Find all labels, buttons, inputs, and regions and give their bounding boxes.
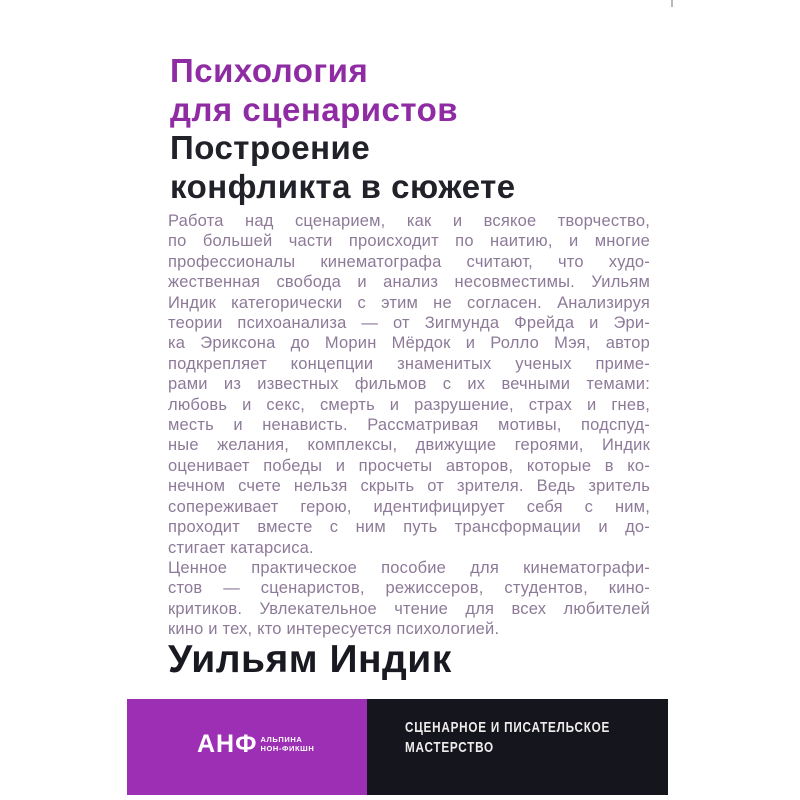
series-block bbox=[367, 699, 668, 795]
book-title-line2: для сценаристов bbox=[170, 90, 459, 128]
publisher-logo bbox=[197, 732, 314, 756]
book-title bbox=[170, 52, 670, 129]
annotation-line: подкрепляет концепции знаменитых ученых приме- bbox=[168, 354, 650, 373]
book-subtitle-line2: конфликта в сюжете bbox=[170, 167, 516, 205]
book-subtitle-line1: Построение bbox=[170, 129, 371, 166]
annotation-line: рами из известных фильмов с их вечными темами: bbox=[168, 375, 650, 394]
bottom-bar bbox=[127, 699, 668, 795]
annotation-line: ка Эриксона до Морин Мёрдок и Ролло Мэя, автор bbox=[168, 334, 650, 353]
annotation-line: по большей части происходит по наитию, и многие bbox=[168, 232, 650, 251]
annotation-line: Работа над сценарием, как и всякое творчество, bbox=[168, 212, 650, 230]
annotation-text bbox=[168, 211, 650, 640]
publisher-block bbox=[127, 699, 367, 795]
book-title-line1: Психология bbox=[170, 52, 369, 89]
annotation-line: проходит вместе с ним путь трансформации и до- bbox=[168, 518, 650, 537]
author-name: Уильям Индик bbox=[168, 638, 452, 681]
publisher-logo-initials: АНФ bbox=[197, 730, 258, 758]
annotation-line: любовь и секс, смерть и разрушение, страх и гнев, bbox=[168, 395, 650, 414]
annotation-line: критиков. Увлекательное чтение для всех любителей bbox=[168, 599, 650, 618]
annotation-line: оценивает победы и просчеты авторов, которые в ко- bbox=[168, 456, 650, 475]
annotation-line: Ценное практическое пособие для кинематографи- bbox=[168, 558, 650, 577]
annotation-line: нечном счете нельзя скрыть от зрителя. Ведь зритель bbox=[168, 477, 650, 496]
publisher-name-line1: АЛЬПИНА bbox=[260, 735, 303, 744]
annotation-line: кино и тех, кто интересуется психологией. bbox=[168, 620, 500, 639]
series-title-line2: МАСТЕРСТВО bbox=[405, 739, 494, 756]
annotation-line: стигает катарсиса. bbox=[168, 538, 314, 557]
annotation-line: ные желания, комплексы, движущие героями, Индик bbox=[168, 436, 650, 455]
crop-mark bbox=[671, 0, 673, 7]
publisher-logo-name bbox=[260, 735, 314, 753]
annotation-line: теории психоанализа — от Зигмунда Фрейда и Эри- bbox=[168, 314, 650, 333]
publisher-name-line2: НОН-ФИКШН bbox=[260, 744, 315, 753]
annotation-line: Индик категорически с этим не согласен. Анализируя bbox=[168, 293, 650, 312]
annotation-line: профессионалы кинематографа считают, что худо- bbox=[168, 252, 650, 271]
annotation-line: жественная свобода и анализ несовместимы. Уильям bbox=[168, 273, 650, 292]
book-subtitle bbox=[170, 129, 670, 206]
series-title bbox=[405, 718, 610, 758]
annotation-line: сопереживает герою, идентифицирует себя с ним, bbox=[168, 497, 650, 516]
series-title-line1: СЦЕНАРНОЕ И ПИСАТЕЛЬСКОЕ bbox=[405, 719, 611, 736]
annotation-line: месть и ненависть. Рассматривая мотивы, подспуд- bbox=[168, 416, 650, 435]
annotation-line: стов — сценаристов, режиссеров, студентов, кино- bbox=[168, 579, 650, 598]
